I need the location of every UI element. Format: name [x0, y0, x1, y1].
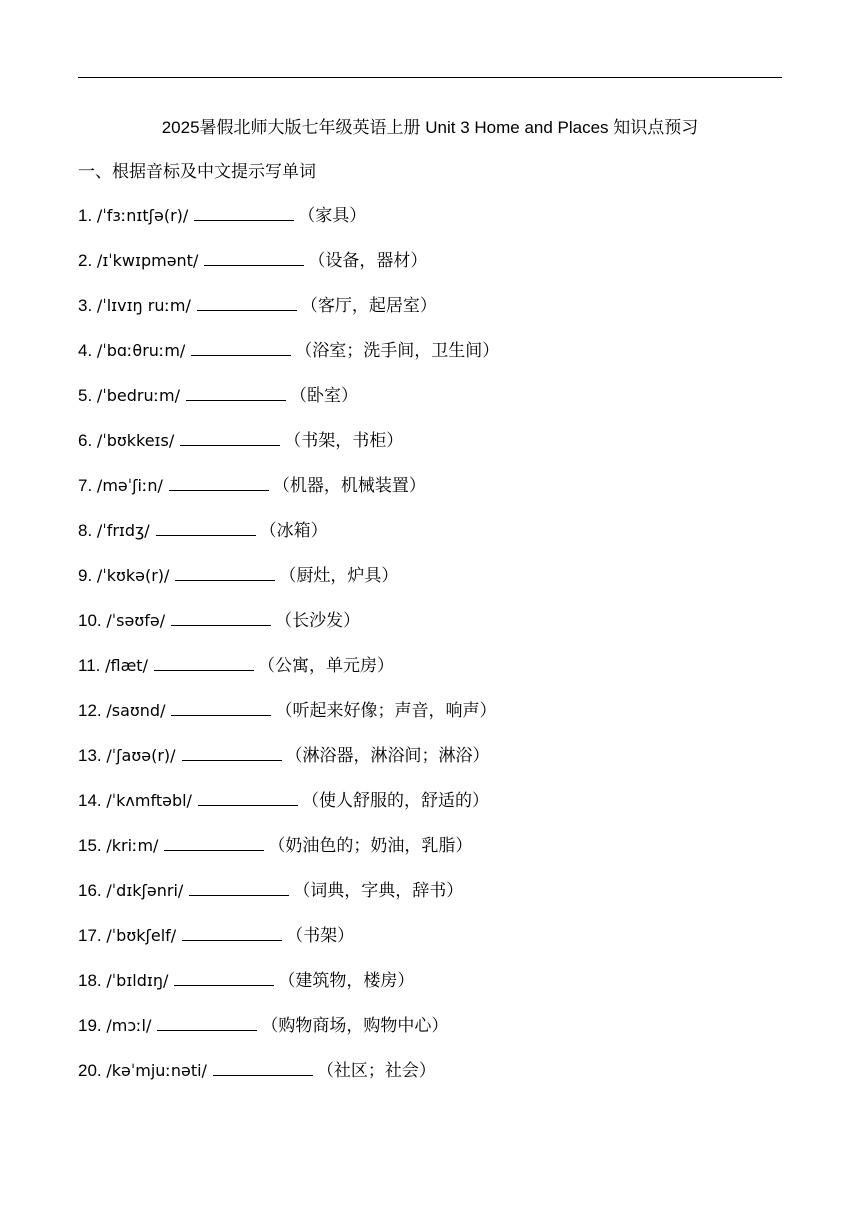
chinese-hint: （奶油色的；奶油，乳脂）	[268, 836, 473, 855]
chinese-hint: （建筑物，楼房）	[278, 971, 415, 990]
chinese-hint: （公寓，单元房）	[257, 656, 394, 675]
phonetic: /flæt/	[105, 656, 148, 675]
phonetic: /ɪˈkwɪpmənt/	[96, 251, 199, 270]
chinese-hint: （厨灶，炉具）	[279, 566, 399, 585]
item-number: 9.	[78, 566, 93, 585]
chinese-hint: （书架）	[286, 926, 355, 945]
item-number: 20.	[78, 1061, 102, 1080]
chinese-hint: （听起来好像；声音，响声）	[275, 701, 497, 720]
vocab-item	[78, 923, 499, 968]
phonetic: /ˈbɪldɪŋ/	[106, 971, 169, 990]
vocab-item	[78, 608, 499, 653]
phonetic: /ˈʃaʊə(r)/	[106, 746, 176, 765]
vocabulary-list	[78, 203, 499, 1103]
phonetic: /kəˈmjuːnəti/	[106, 1061, 207, 1080]
vocab-item	[78, 833, 499, 878]
phonetic: /ˈfrɪdʒ/	[96, 521, 150, 540]
vocab-item	[78, 293, 499, 338]
chinese-hint: （购物商场，购物中心）	[261, 1016, 449, 1035]
phonetic: /ˈlɪvɪŋ ruːm/	[96, 296, 191, 315]
answer-blank	[164, 833, 264, 851]
answer-blank	[156, 518, 256, 536]
chinese-hint: （客厅，起居室）	[300, 296, 437, 315]
item-number: 13.	[78, 746, 102, 765]
item-number: 5.	[78, 386, 93, 405]
answer-blank	[194, 203, 294, 221]
item-number: 11.	[78, 656, 101, 675]
phonetic: /ˈbʊkʃelf/	[106, 926, 177, 945]
answer-blank	[198, 788, 298, 806]
vocab-item	[78, 1058, 499, 1103]
item-number: 10.	[78, 611, 102, 630]
answer-blank	[189, 878, 289, 896]
phonetic: /mɔːl/	[106, 1016, 152, 1035]
chinese-hint: （书架，书柜）	[284, 431, 404, 450]
answer-blank	[171, 608, 271, 626]
answer-blank	[213, 1058, 313, 1076]
vocab-item	[78, 698, 499, 743]
item-number: 7.	[78, 476, 93, 495]
chinese-hint: （长沙发）	[275, 611, 361, 630]
item-number: 14.	[78, 791, 102, 810]
answer-blank	[169, 473, 269, 491]
phonetic: /məˈʃiːn/	[96, 476, 163, 495]
answer-blank	[186, 383, 286, 401]
item-number: 12.	[78, 701, 102, 720]
vocab-item	[78, 743, 499, 788]
vocab-item	[78, 518, 499, 563]
phonetic: /kriːm/	[106, 836, 159, 855]
vocab-item	[78, 248, 499, 293]
item-number: 2.	[78, 251, 93, 270]
vocab-item	[78, 383, 499, 428]
answer-blank	[157, 1013, 257, 1031]
phonetic: /ˈbʊkkeɪs/	[96, 431, 175, 450]
item-number: 8.	[78, 521, 93, 540]
chinese-hint: （冰箱）	[259, 521, 328, 540]
answer-blank	[180, 428, 280, 446]
vocab-item	[78, 878, 499, 923]
vocab-item	[78, 968, 499, 1013]
chinese-hint: （浴室；洗手间，卫生间）	[295, 341, 500, 360]
chinese-hint: （机器，机械装置）	[272, 476, 426, 495]
item-number: 1.	[78, 206, 93, 225]
vocab-item	[78, 338, 499, 383]
document-title: 2025暑假北师大版七年级英语上册 Unit 3 Home and Places 知识点预习	[161, 118, 699, 137]
vocab-item	[78, 788, 499, 833]
vocab-item	[78, 428, 499, 473]
item-number: 3.	[78, 296, 93, 315]
answer-blank	[191, 338, 291, 356]
chinese-hint: （家具）	[298, 206, 367, 225]
item-number: 6.	[78, 431, 93, 450]
vocab-item	[78, 563, 499, 608]
chinese-hint: （设备，器材）	[308, 251, 428, 270]
answer-blank	[171, 698, 271, 716]
answer-blank	[197, 293, 297, 311]
item-number: 17.	[78, 926, 102, 945]
answer-blank	[175, 563, 275, 581]
answer-blank	[182, 923, 282, 941]
answer-blank	[174, 968, 274, 986]
chinese-hint: （卧室）	[289, 386, 358, 405]
phonetic: /ˈbedruːm/	[96, 386, 180, 405]
item-number: 16.	[78, 881, 102, 900]
answer-blank	[182, 743, 282, 761]
vocab-item	[78, 653, 499, 698]
phonetic: /ˈbɑːθruːm/	[96, 341, 186, 360]
phonetic: /saʊnd/	[106, 701, 166, 720]
chinese-hint: （词典，字典，辞书）	[293, 881, 464, 900]
phonetic: /ˈfɜːnɪtʃə(r)/	[96, 206, 189, 225]
item-number: 19.	[78, 1016, 102, 1035]
chinese-hint: （淋浴器，淋浴间；淋浴）	[285, 746, 490, 765]
section-heading: 一、根据音标及中文提示写单词	[78, 162, 316, 181]
chinese-hint: （社区；社会）	[316, 1061, 436, 1080]
vocab-item	[78, 1013, 499, 1058]
item-number: 4.	[78, 341, 93, 360]
vocab-item	[78, 473, 499, 518]
item-number: 18.	[78, 971, 102, 990]
phonetic: /ˈkʌmftəbl/	[106, 791, 192, 810]
phonetic: /ˈdɪkʃənri/	[106, 881, 184, 900]
answer-blank	[154, 653, 254, 671]
phonetic: /ˈsəʊfə/	[106, 611, 166, 630]
phonetic: /ˈkʊkə(r)/	[96, 566, 170, 585]
vocab-item	[78, 203, 499, 248]
chinese-hint: （使人舒服的，舒适的）	[301, 791, 489, 810]
item-number: 15.	[78, 836, 102, 855]
header-rule	[78, 77, 782, 78]
answer-blank	[204, 248, 304, 266]
